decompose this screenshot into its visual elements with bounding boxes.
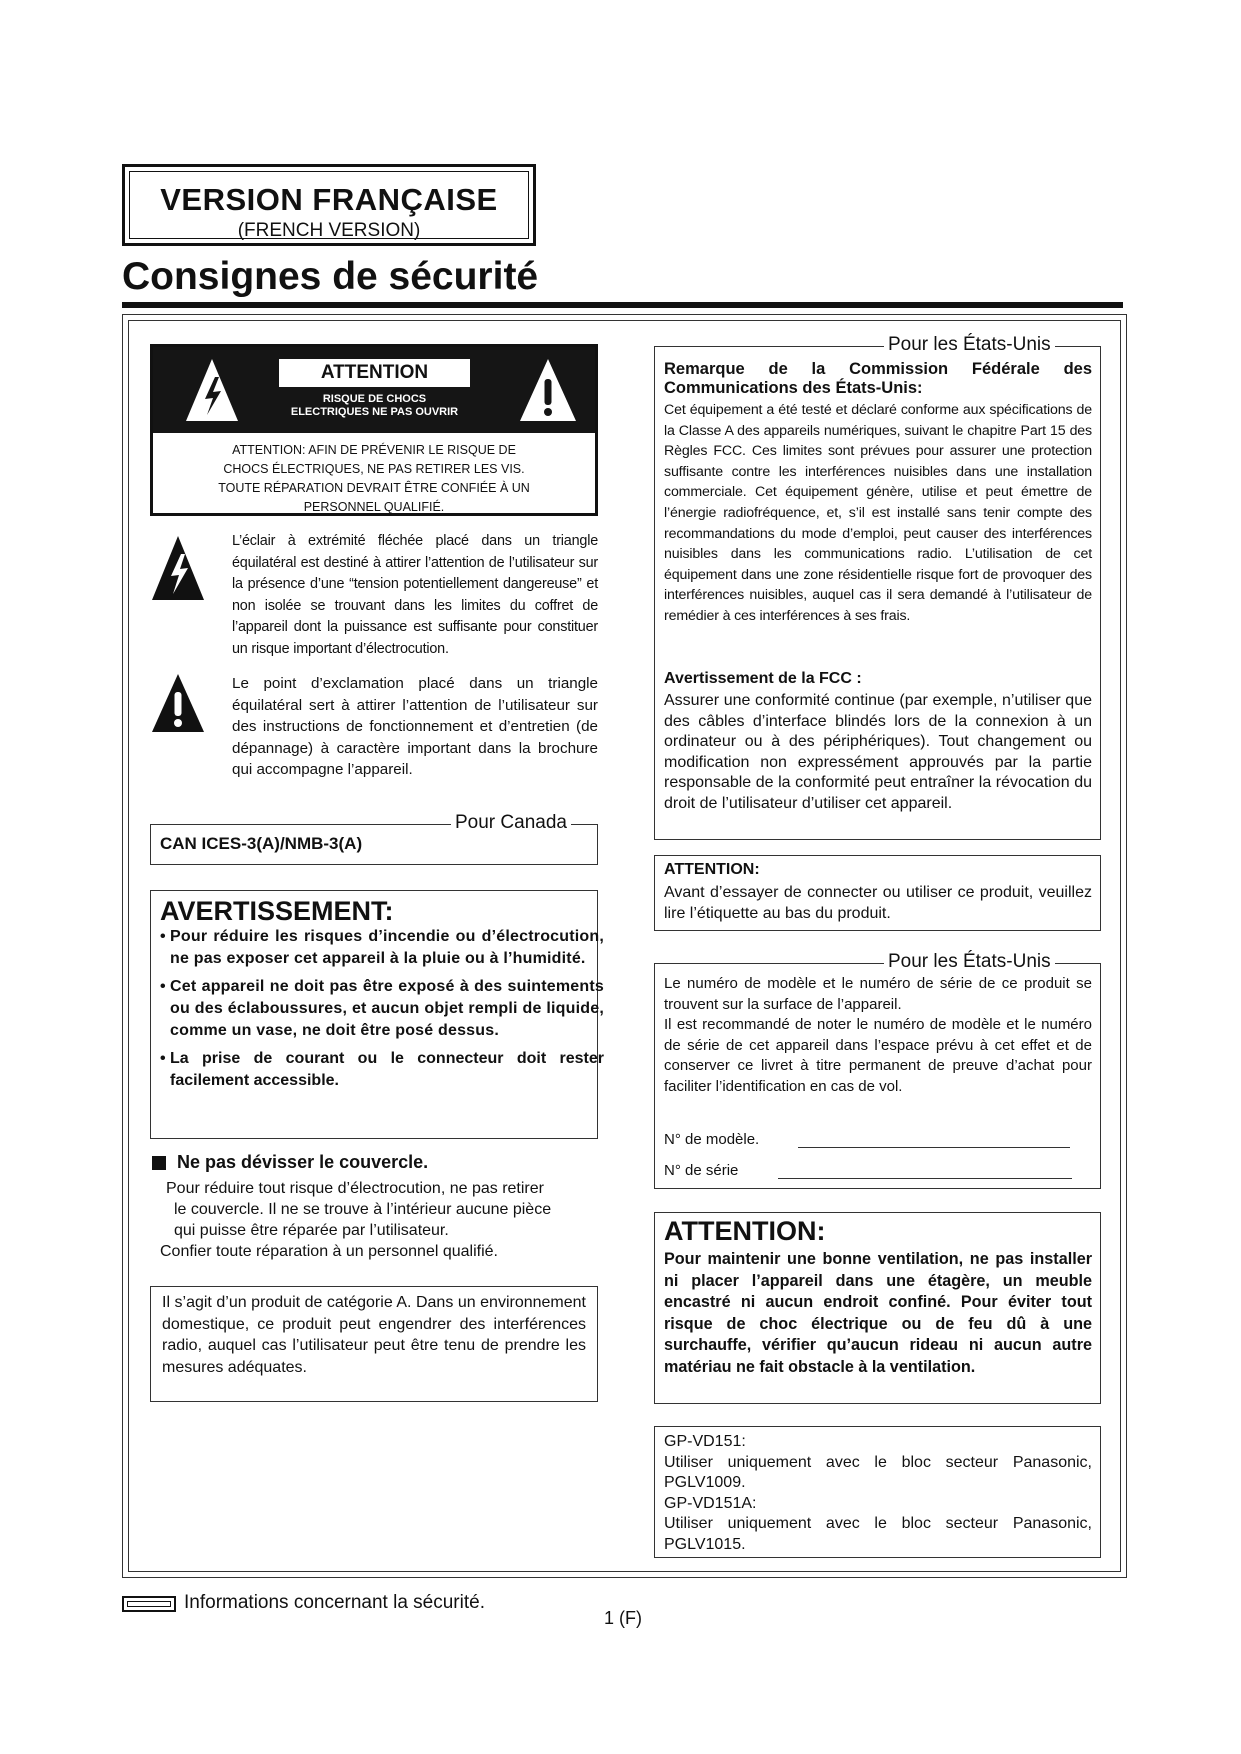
adapter-text bbox=[664, 1432, 1092, 1556]
adapter-model: GP-VD151: bbox=[664, 1433, 746, 1450]
caution-title: ATTENTION bbox=[279, 359, 470, 387]
canada-legend: Pour Canada bbox=[451, 812, 571, 834]
cover-line: Confier toute réparation à un personnel qualifié. bbox=[160, 1243, 498, 1260]
square-bullet-icon bbox=[152, 1156, 166, 1170]
warning-bullet-text: La prise de courant ou le connecteur doit rester facilement accessible. bbox=[170, 1050, 604, 1089]
warning-title: AVERTISSEMENT: bbox=[160, 896, 394, 926]
warning-bullet-text: Pour réduire les risques d’incendie ou d’électrocution, ne pas exposer cet appareil à la pluie ou à l’humidité. bbox=[170, 928, 604, 967]
warning-bullet bbox=[160, 1048, 604, 1092]
footer-legend-text: Informations concernant la sécurité. bbox=[184, 1592, 485, 1613]
canada-code: CAN ICES-3(A)/NMB-3(A) bbox=[160, 834, 363, 853]
warning-bullet bbox=[160, 976, 604, 1042]
caution-label bbox=[150, 344, 598, 516]
legend-box-inner bbox=[127, 1601, 171, 1607]
fcc-warning-body: Assurer une conformité continue (par exemple, n’utiliser que des câbles d’interface blindés lors de la connexion à un ordinateur ou à des périphériques). Tout changement ou modification non expressément approuvés par la partie responsable de la conformité peut entraîner la révocation du droit de l’utilisateur d’utiliser cet appareil. bbox=[664, 692, 1092, 812]
fcc-body: Cet équipement a été testé et déclaré conforme aux spécifications de la Classe A des appareils numériques, suivant le chapitre Part 15 des Règles FCC. Ces limites sont prévues pour assurer une protection suffisante contre les interférences nuisibles dans une installation commerciale. Cet équipement génère, utilise et peut émettre de l’énergie radiofréquence, et, s’il est installé sans tenir compte des recommandations du mode d’emploi, peut causer des interférences nuisibles dans les communications radio. L’utilisation de cet équipement dans une zone résidentielle risque fort de provoquer des interférences nuisibles, auquel cas il sera demandé à l’utilisateur de remédier à ces interférences à ses frais. bbox=[664, 402, 1092, 624]
warning-bullets bbox=[160, 926, 604, 1092]
adapter-model: GP-VD151A: bbox=[664, 1494, 757, 1512]
serial-number-line bbox=[778, 1178, 1072, 1179]
adapter-instruction: Utiliser uniquement avec le bloc secteur Panasonic, PGLV1009. bbox=[664, 1453, 1092, 1492]
bullet-dot: • bbox=[160, 928, 166, 945]
caution-risk-text bbox=[273, 393, 476, 419]
version-box-inner bbox=[129, 171, 529, 239]
title-rule bbox=[122, 302, 1123, 308]
serial-paragraph-2: Il est recommandé de noter le numéro de modèle et le numéro de série de cet appareil dans l’espace prévu à cet effet et de conserver ce livret à titre permanent de preuve d’achat pour faciliter l’identification en cas de vol. bbox=[664, 1016, 1092, 1095]
cover-line: le couvercle. Il ne se trouve à l’intérieur aucune pièce bbox=[174, 1201, 552, 1218]
ventilation-text: Pour maintenir une bonne ventilation, ne pas installer ni placer l’appareil dans une étagère, un meuble encastré ni aucun endroit confiné. Pour éviter tout risque de choc électrique ou de feu dû à une surchauffe, vérifier qu’aucun rideau ni aucun autre matériau ne fait obstacle à la ventilation. bbox=[664, 1250, 1092, 1376]
lightning-triangle-icon bbox=[150, 534, 206, 604]
bullet-dot: • bbox=[160, 978, 166, 995]
warning-bullet bbox=[160, 926, 604, 970]
cover-title: Ne pas dévisser le couvercle. bbox=[177, 1152, 429, 1172]
label-note-title: ATTENTION: bbox=[664, 861, 760, 878]
lightning-icon bbox=[183, 355, 241, 425]
page-number: 1 (F) bbox=[604, 1608, 642, 1628]
warning-bullet-text: Cet appareil ne doit pas être exposé à des suintements ou des éclaboussures, et aucun objet rempli de liquide, comme un vase, ne doit être posé dessus. bbox=[170, 978, 604, 1039]
exclamation-triangle-icon bbox=[150, 672, 206, 734]
caution-text bbox=[153, 441, 595, 517]
serial-legend: Pour les États-Unis bbox=[884, 951, 1055, 973]
fcc-legend: Pour les États-Unis bbox=[884, 334, 1055, 356]
bullet-dot: • bbox=[160, 1050, 166, 1067]
version-title: VERSION FRANÇAISE bbox=[160, 182, 498, 217]
fcc-warning-title: Avertissement de la FCC : bbox=[664, 670, 862, 687]
ventilation-title: ATTENTION: bbox=[664, 1216, 826, 1246]
page-title: Consignes de sécurité bbox=[122, 255, 539, 298]
caution-line: PERSONNEL QUALIFIÉ. bbox=[303, 500, 445, 514]
caution-risk-line-2: ELECTRIQUES NE PAS OUVRIR bbox=[290, 406, 459, 418]
legend-box-icon bbox=[122, 1596, 176, 1612]
caution-line: ATTENTION: AFIN DE PRÉVENIR LE RISQUE DE bbox=[232, 443, 516, 457]
adapter-instruction: Utiliser uniquement avec le bloc secteur Panasonic, PGLV1015. bbox=[664, 1515, 1092, 1553]
exclamation-icon bbox=[517, 355, 579, 425]
caution-line: TOUTE RÉPARATION DEVRAIT ÊTRE CONFIÉE À UN bbox=[218, 481, 530, 495]
serial-number-label: N° de série bbox=[664, 1162, 739, 1179]
category-a-text: Il s’agit d’un produit de catégorie A. Dans un environnement domestique, ce produit peut engendrer des interférences radio, auquel cas l’utilisateur peut être tenu de prendre les mesures adéquates. bbox=[162, 1294, 586, 1376]
cover-text bbox=[160, 1178, 600, 1262]
version-box bbox=[122, 164, 536, 246]
model-number-label: N° de modèle. bbox=[664, 1131, 760, 1148]
fcc-title: Remarque de la Commission Fédérale des Communications des États-Unis: bbox=[664, 360, 1092, 397]
cover-line: qui puisse être réparée par l’utilisateur. bbox=[174, 1222, 449, 1239]
exclamation-description: Le point d’exclamation placé dans un triangle équilatéral sert à attirer l’attention de l’utilisateur sur des instructions de fonctionnement et d’entretien (de dépannage) à caractère important dans la brochure qui accompagne l’appareil. bbox=[232, 675, 598, 778]
caution-label-top bbox=[153, 347, 595, 433]
caution-risk-line-1: RISQUE DE CHOCS bbox=[322, 393, 427, 405]
version-subtitle: (FRENCH VERSION) bbox=[237, 220, 421, 241]
caution-line: CHOCS ÉLECTRIQUES, NE PAS RETIRER LES VIS. bbox=[223, 462, 525, 476]
cover-line: Pour réduire tout risque d’électrocution, ne pas retirer bbox=[166, 1180, 544, 1197]
label-note-text: Avant d’essayer de connecter ou utiliser ce produit, veuillez lire l’étiquette au bas du produit. bbox=[664, 884, 1092, 922]
model-number-line bbox=[798, 1147, 1070, 1148]
serial-paragraph-1: Le numéro de modèle et le numéro de série de ce produit se trouvent sur la surface de l’appareil. bbox=[664, 975, 1092, 1013]
lightning-description: L’éclair à extrémité fléchée placé dans un triangle équilatéral est destiné à attirer l’attention de l’utilisateur sur la présence d’une “tension potentiellement dangereuse” et non isolée se trouvant dans les limites du coffret de l’appareil dont la puissance est suffisante pour constituer un risque important d’électrocution. bbox=[232, 533, 598, 657]
